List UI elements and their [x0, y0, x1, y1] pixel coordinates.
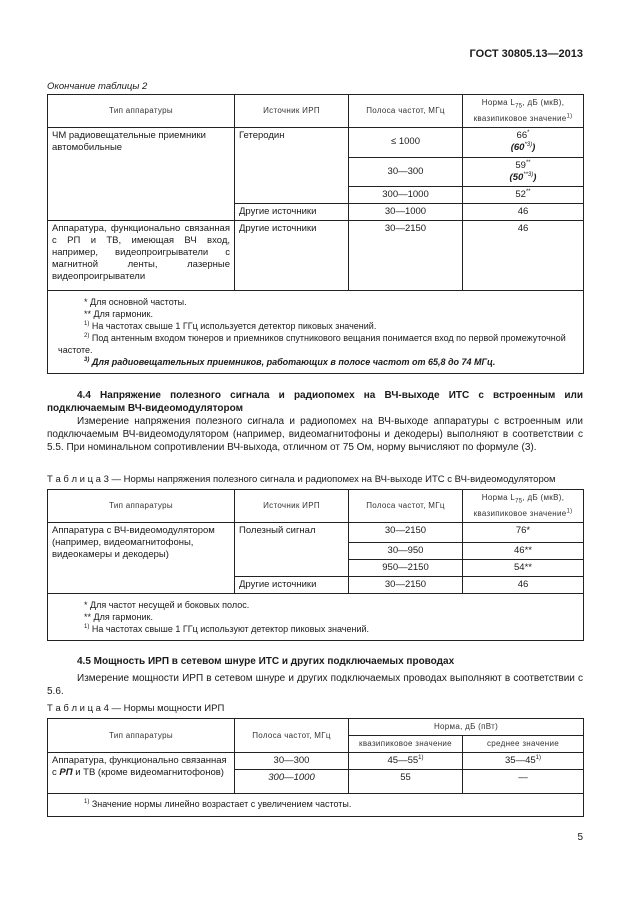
t3-header-source: Источник ИРП — [235, 490, 349, 523]
section-4-5-body: Измерение мощности ИРП в сетевом шнуре и других подключаемых проводах выполняют в соответствии с 5.6. — [47, 673, 583, 697]
t4-header-band: Полоса частот, МГц — [235, 719, 349, 753]
t2-header-equipment: Тип аппаратуры — [48, 95, 235, 128]
t2-header-norm: Норма $L_{75}$, дБ (мкВ), квазипиковое значение$^{1)}$ — [463, 95, 584, 128]
t3-value-4: 46 — [463, 576, 584, 593]
t4-band-1: 30—300 — [235, 753, 349, 770]
t2-row2-equipment: Аппаратура, функционально связанная с РП и ТВ, имеющая ВЧ вход, например, видеопроигрыватели с магнитной ленты, лазерные видеопроигрыватели — [48, 220, 235, 290]
t2-value-4: 46 — [463, 203, 584, 220]
t4-header-qp: квазипиковое значение — [349, 736, 463, 753]
t2-header-band: Полоса частот, МГц — [349, 95, 463, 128]
t4-header-avg: среднее значение — [463, 736, 584, 753]
table2-caption: Окончание таблицы 2 — [47, 81, 148, 92]
t3-source-other: Другие источники — [235, 576, 349, 593]
t2-value-3: 52** — [463, 186, 584, 203]
t4-equipment: Аппаратура, функционально связанная с РП и ТВ (кроме видеомагнитофонов) — [48, 753, 235, 794]
section-4-5 — [47, 655, 583, 698]
t3-notes: * Для частот несущей и боковых полос. ** Для гармоник. $^{1)}$ На частотах свыше 1 ГГц используют детектор пиковых значений. — [48, 593, 584, 640]
t2-value-2: 59** (50$^{**3)}$) — [463, 157, 584, 186]
t4-avg-1: 35—45$^{1)}$ — [463, 753, 584, 770]
table4 — [47, 718, 584, 817]
t2-band-1: ≤ 1000 — [349, 127, 463, 157]
section-4-4-heading: 4.4 Напряжение полезного сигнала и радиопомех на ВЧ-выходе ИТС с встроенным или подключаемым ВЧ-видеомодулятором — [47, 390, 583, 414]
section-4-4 — [47, 389, 583, 454]
table2 — [47, 94, 584, 374]
t3-value-1: 76* — [463, 522, 584, 542]
t2-row2-source: Другие источники — [235, 220, 349, 290]
t3-band-4: 30—2150 — [349, 576, 463, 593]
t2-band-2: 30—300 — [349, 157, 463, 186]
t2-source-other: Другие источники — [235, 203, 349, 220]
t2-row1-source: Гетеродин — [235, 127, 349, 203]
t4-band-2: 300—1000 — [235, 770, 349, 794]
section-4-4-body: Измерение напряжения полезного сигнала и радиопомех на ВЧ-выходе аппаратуры с встроенным или подключаемым ВЧ-видеомодулятором (например, видеомагнитофоны и декодеры) выполняют в соответствии с 5.5. При номинальном сопротивлении ВЧ-выхода, отличном от 75 Ом, норму вычисляют по формуле (3). — [47, 416, 583, 453]
t3-band-1: 30—2150 — [349, 522, 463, 542]
t3-header-band: Полоса частот, МГц — [349, 490, 463, 523]
table3 — [47, 489, 584, 641]
section-4-5-heading: 4.5 Мощность ИРП в сетевом шнуре ИТС и других подключаемых проводах — [77, 656, 455, 667]
t4-header-norm: Норма, дБ (пВт) — [349, 719, 584, 736]
t3-band-2: 30—950 — [349, 542, 463, 559]
t2-value-1: 66* (60$^{*3)}$) — [463, 127, 584, 157]
page-number: 5 — [577, 832, 583, 843]
t4-notes: $^{1)}$ Значение нормы линейно возрастает с увеличением частоты. — [48, 794, 584, 817]
t3-equipment: Аппаратура с ВЧ-видеомодулятором (например, видеомагнитофоны, видеокамеры и декодеры) — [48, 522, 235, 593]
document-id: ГОСТ 30805.13—2013 — [469, 48, 583, 60]
t2-header-source: Источник ИРП — [235, 95, 349, 128]
table3-caption: Т а б л и ц а 3 — Нормы напряжения полезного сигнала и радиопомех на ВЧ-выходе ИТС с ВЧ-видеомодулятором — [47, 474, 556, 485]
t2-band-3: 300—1000 — [349, 186, 463, 203]
t3-header-norm: Норма $L_{75}$, дБ (мкВ), квазипиковое значение$^{1)}$ — [463, 490, 584, 523]
t2-band-4: 30—1000 — [349, 203, 463, 220]
t4-header-equipment: Тип аппаратуры — [48, 719, 235, 753]
t4-avg-2: — — [463, 770, 584, 794]
t4-qp-2: 55 — [349, 770, 463, 794]
table4-caption: Т а б л и ц а 4 — Нормы мощности ИРП — [47, 703, 225, 714]
t3-band-3: 950—2150 — [349, 559, 463, 576]
t3-source: Полезный сигнал — [235, 522, 349, 576]
t3-value-2: 46** — [463, 542, 584, 559]
t2-row2-value: 46 — [463, 220, 584, 290]
t4-qp-1: 45—55$^{1)}$ — [349, 753, 463, 770]
t2-row2-band: 30—2150 — [349, 220, 463, 290]
t2-notes: * Для основной частоты. ** Для гармоник. $^{1)}$ На частотах свыше 1 ГГц используется детектор пиковых значений. $^{2)}$ Под антенным входом тюнеров и приемников спутникового вещания понимается вход по первой промежуточной частоте. $^{3)}$ Для радиовещательных приемников, работающих в полосе частот от 65,8 до 74 МГц. — [48, 290, 584, 373]
t3-value-3: 54** — [463, 559, 584, 576]
t2-row1-equipment: ЧМ радиовещательные приемники автомобильные — [48, 127, 235, 220]
t3-header-equipment: Тип аппаратуры — [48, 490, 235, 523]
